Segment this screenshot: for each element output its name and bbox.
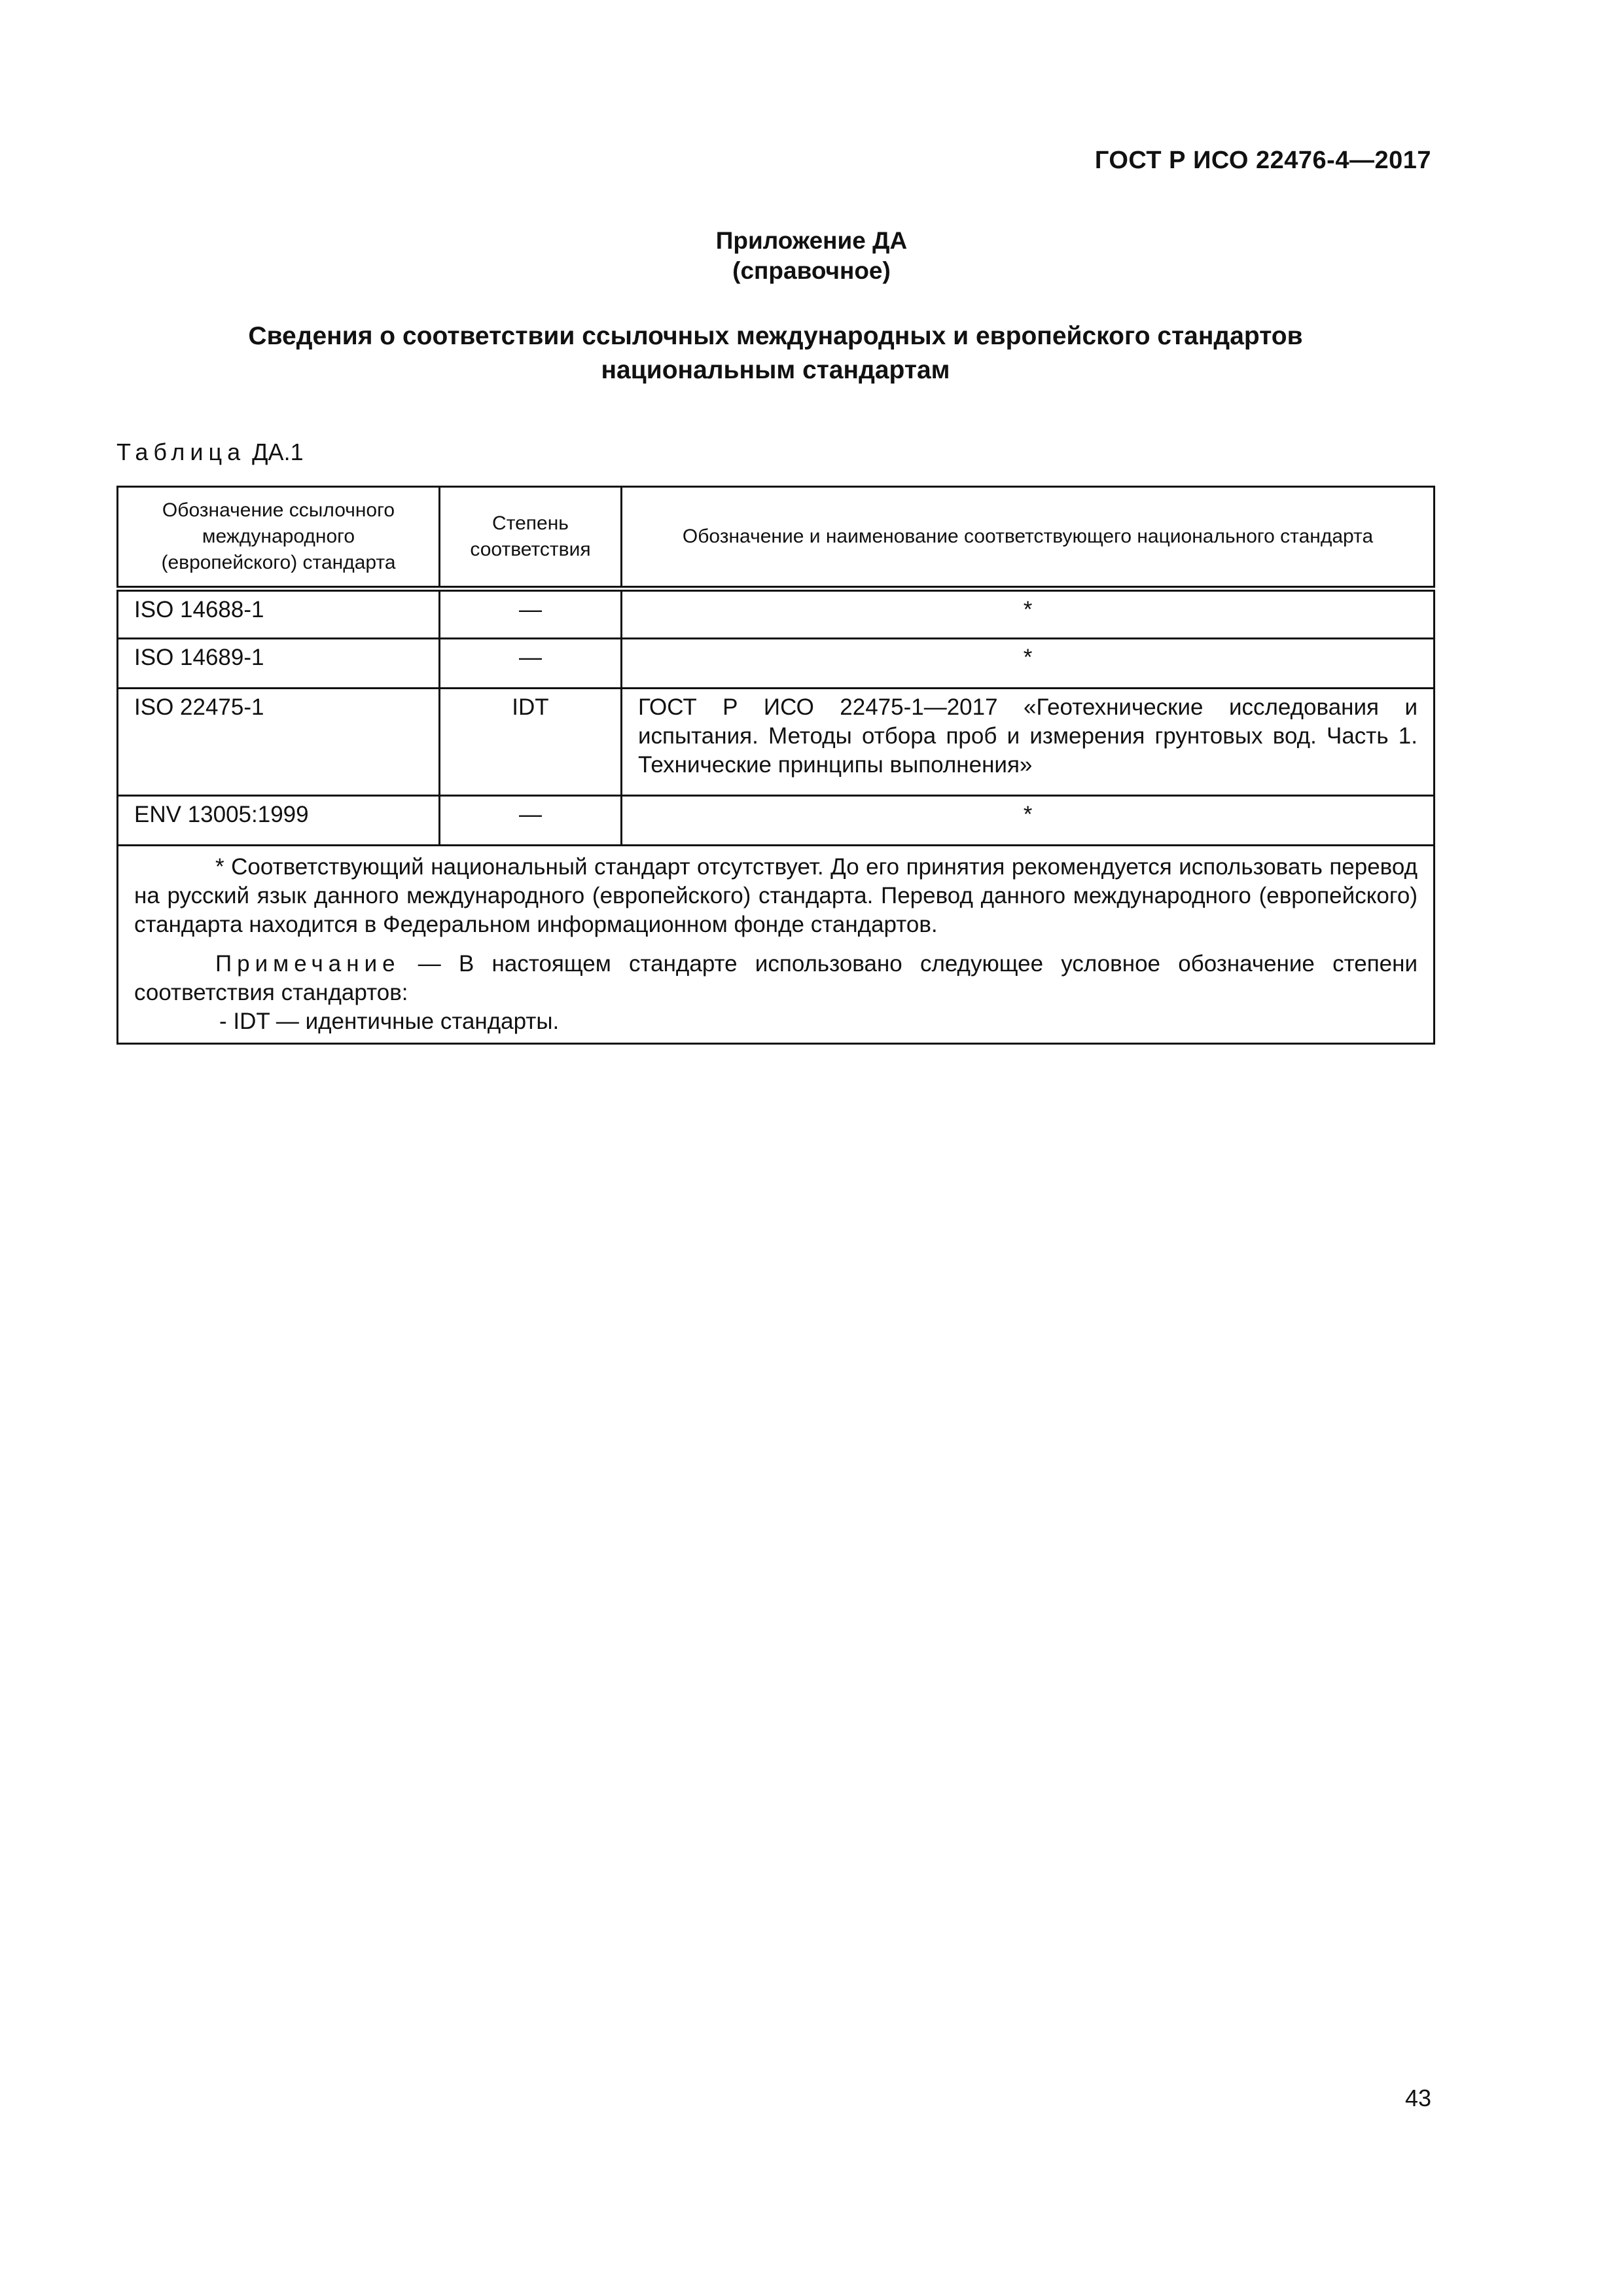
section-title-line-1: Сведения о соответствии ссылочных международных и европейского стандартов: [248, 322, 1303, 350]
note-paragraph: [134, 950, 1418, 1007]
reference-standards-table: [116, 486, 1435, 1045]
document-code: ГОСТ Р ИСО 22476-4—2017: [1094, 147, 1431, 174]
table-footnote-row: [118, 846, 1435, 1044]
cell-national: *: [622, 796, 1435, 846]
column-header-national: Обозначение и наименование соответствующего национального стандарта: [622, 487, 1435, 589]
section-title: [118, 319, 1433, 387]
appendix-heading: [0, 226, 1623, 286]
cell-national: *: [622, 589, 1435, 639]
column-header-degree: Степень соответствия: [440, 487, 622, 589]
footnote-cell: [118, 846, 1435, 1044]
footnote-text: * Соответствующий национальный стандарт отсутствует. До его принятия рекомендуется использовать перевод на русский язык данного международного (европейского) стандарта. Перевод данного международного (европейского) стандарта находится в Федеральном информационном фонде стандартов.: [134, 854, 1418, 937]
cell-reference: ENV 13005:1999: [118, 796, 440, 846]
cell-degree: IDT: [440, 689, 622, 796]
cell-reference: ISO 14689-1: [118, 639, 440, 689]
table-row: [118, 689, 1435, 796]
appendix-title: Приложение ДА: [715, 227, 908, 254]
appendix-type: (справочное): [732, 257, 891, 284]
cell-reference: ISO 14688-1: [118, 589, 440, 639]
cell-national: ГОСТ Р ИСО 22475-1—2017 «Геотехнические исследования и испытания. Методы отбора проб и измерения грунтовых вод. Часть 1. Технические принципы выполнения»: [622, 689, 1435, 796]
table-row: [118, 796, 1435, 846]
table-row: [118, 589, 1435, 639]
table-caption-word: Таблица: [116, 439, 246, 465]
cell-national: *: [622, 639, 1435, 689]
cell-degree: —: [440, 796, 622, 846]
page-number: 43: [1404, 2085, 1431, 2111]
note-text: — В настоящем стандарте использовано следующее условное обозначение степени соответствия стандартов:: [134, 951, 1418, 1005]
table-caption-id: ДА.1: [252, 439, 304, 465]
cell-degree: —: [440, 589, 622, 639]
table-header-row: [118, 487, 1435, 589]
section-title-line-2: национальным стандартам: [601, 356, 950, 384]
cell-degree: —: [440, 639, 622, 689]
column-header-reference: Обозначение ссылочного международного (европейского) стандарта: [118, 487, 440, 589]
note-item: - IDT — идентичные стандарты.: [219, 1009, 560, 1034]
table-caption: [116, 439, 304, 466]
note-label: Примечание: [215, 951, 401, 977]
table-row: [118, 639, 1435, 689]
cell-reference: ISO 22475-1: [118, 689, 440, 796]
